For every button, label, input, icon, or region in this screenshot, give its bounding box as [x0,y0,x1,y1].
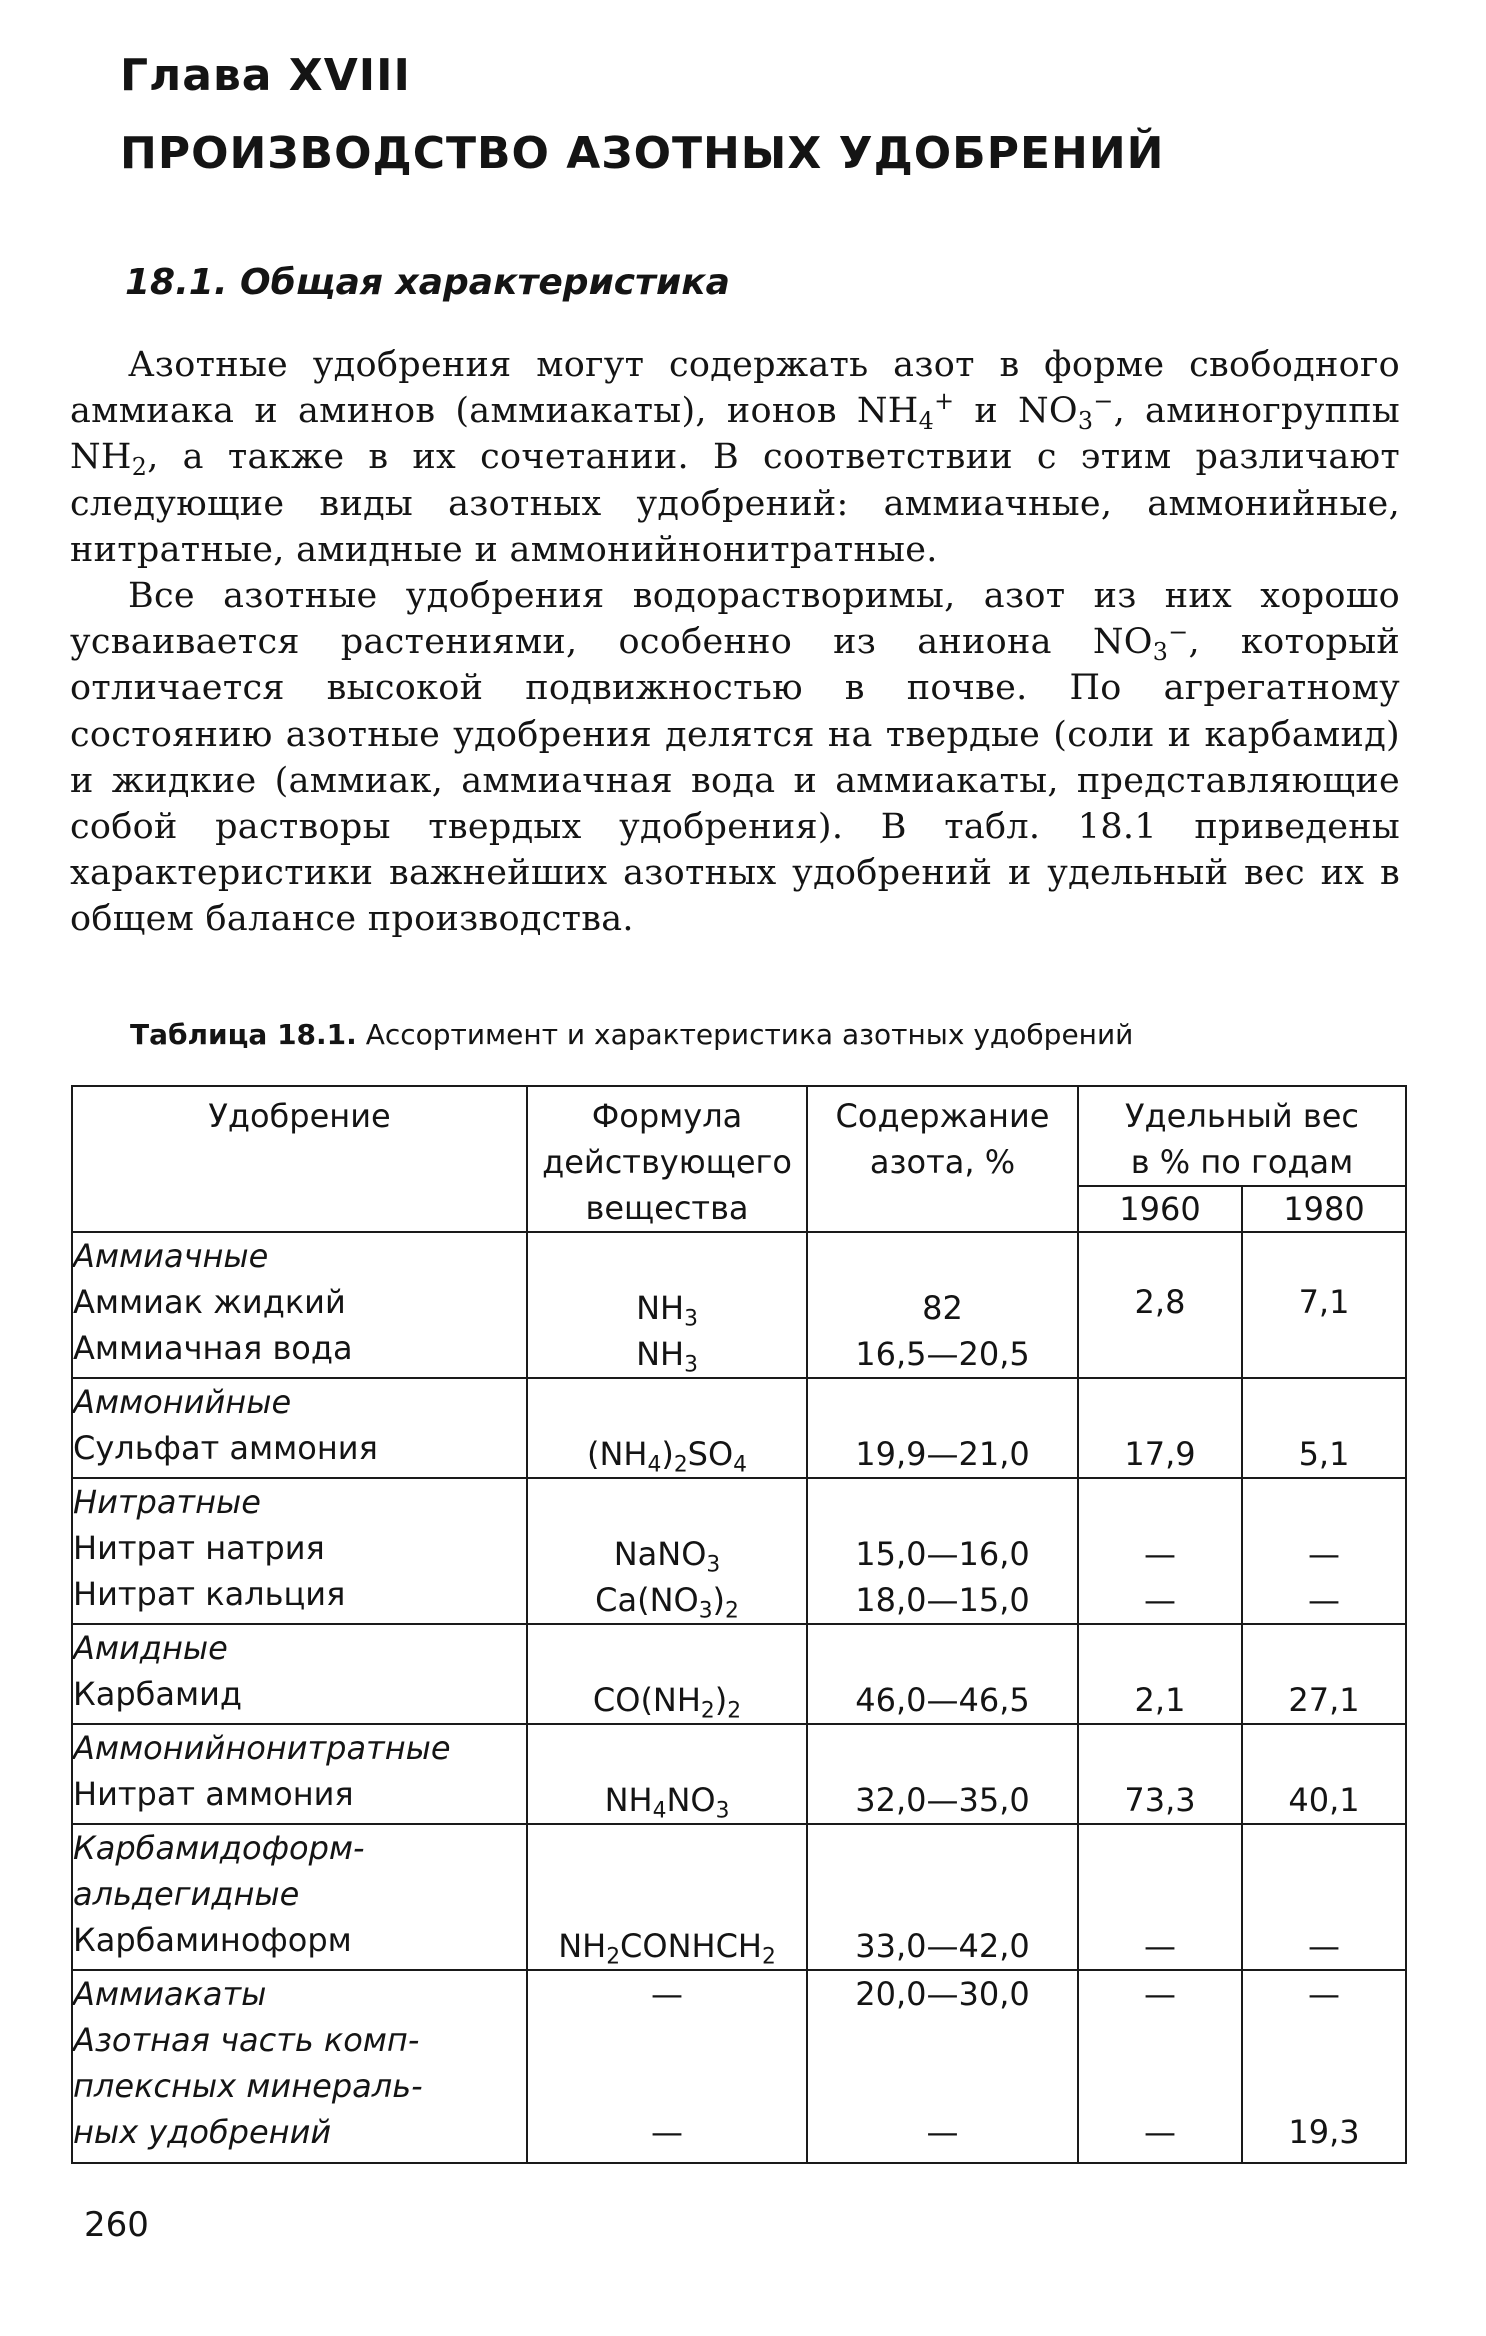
share-1980: 40,1 [1242,1724,1406,1824]
chapter-title: ПРОИЗВОДСТВО АЗОТНЫХ УДОБРЕНИЙ [120,128,1165,179]
share-1960: — [1078,1824,1242,1970]
section-heading: 18.1. Общая характеристика [125,262,730,303]
table-row [72,1624,1406,1724]
nitrogen-content: 20,0—30,0 — [807,1970,1078,2163]
formula: $NH_4NO_3$ [527,1724,807,1824]
nitrogen-content: 82 16,5—20,5 [807,1232,1078,1378]
nitrogen-content: 46,0—46,5 [807,1624,1078,1724]
nitrogen-content: 15,0—16,0 18,0—15,0 [807,1478,1078,1624]
share-1960: — — [1078,1478,1242,1624]
fertilizer-name: Аммонийные Сульфат аммония [72,1378,527,1478]
formula: $CO(NH_2)_2$ [527,1624,807,1724]
header-share-by-year: Удельный вес в % по годам [1078,1086,1406,1186]
share-1980: 7,1 [1242,1232,1406,1378]
header-fertilizer: Удобрение [72,1086,527,1232]
formula: $NH_3$ $NH_3$ [527,1232,807,1378]
fertilizer-table [71,1085,1407,2164]
fertilizer-name: Нитратные Нитрат натрия Нитрат кальция [72,1478,527,1624]
paragraph-2: Все азотные удобрения водорастворимы, азот из них хорошо усваивается растениями, особенно из аниона $NO_3^-$, который отличается высокой подвижностью в почве. По агрегатному состоянию азотные удобрения делятся на твердые (соли и карбамид) и жидкие (аммиак, аммиачная вода и аммиакаты, представляющие собой растворы твердых удобрения). В табл. 18.1 приведены характеристики важнейших азотных удобрений и удельный вес их в общем балансе производства. [70,576,1401,940]
formula: — — [527,1970,807,2163]
fertilizer-name: Амидные Карбамид [72,1624,527,1724]
nitrogen-content: 33,0—42,0 [807,1824,1078,1970]
page-number: 260 [84,2205,149,2245]
fertilizer-name: Аммонийнонитратные Нитрат аммония [72,1724,527,1824]
share-1980: 5,1 [1242,1378,1406,1478]
share-1980: — [1242,1824,1406,1970]
header-year-1980: 1980 [1242,1186,1406,1232]
share-1980: — 19,3 [1242,1970,1406,2163]
share-1960: 2,8 [1078,1232,1242,1378]
share-1980: 27,1 [1242,1624,1406,1724]
fertilizer-name: Аммиакаты Азотная часть комп- плексных минераль- ных удобрений [72,1970,527,2163]
chapter-heading: Глава XVIII [120,50,411,101]
share-1960: 73,3 [1078,1724,1242,1824]
table-row [72,1232,1406,1378]
body-text [70,342,1400,943]
share-1960: 17,9 [1078,1378,1242,1478]
formula: $NH_2CONHCH_2$ [527,1824,807,1970]
fertilizer-name: Аммиачные Аммиак жидкий Аммиачная вода [72,1232,527,1378]
paragraph-1: Азотные удобрения могут содержать азот в форме свободного аммиака и аминов (аммиакаты), ионов $NH_4^+$ и $NO_3^-$, аминогруппы $NH_2$, а также в их сочетании. В соответствии с этим различают следующие виды азотных удобрений: аммиачные, аммонийные, нитратные, амидные и аммонийнонитратные. [70,345,1400,570]
share-1960: — — [1078,1970,1242,2163]
nitrogen-content: 19,9—21,0 [807,1378,1078,1478]
formula: $(NH_4)_2SO_4$ [527,1378,807,1478]
table-row [72,1824,1406,1970]
table-row [72,1378,1406,1478]
nitrogen-content: 32,0—35,0 [807,1724,1078,1824]
table-row [72,1724,1406,1824]
header-year-1960: 1960 [1078,1186,1242,1232]
formula: NaNO$_3$ $Ca(NO_3)_2$ [527,1478,807,1624]
table-row [72,1970,1406,2163]
table-row [72,1478,1406,1624]
table-caption: Таблица 18.1. Ассортимент и характеристика азотных удобрений [130,1018,1134,1051]
share-1960: 2,1 [1078,1624,1242,1724]
fertilizer-name: Карбамидоформ- альдегидные Карбаминоформ [72,1824,527,1970]
header-formula: Формула действующего вещества [527,1086,807,1232]
header-nitrogen-content: Содержание азота, % [807,1086,1078,1232]
share-1980: — — [1242,1478,1406,1624]
